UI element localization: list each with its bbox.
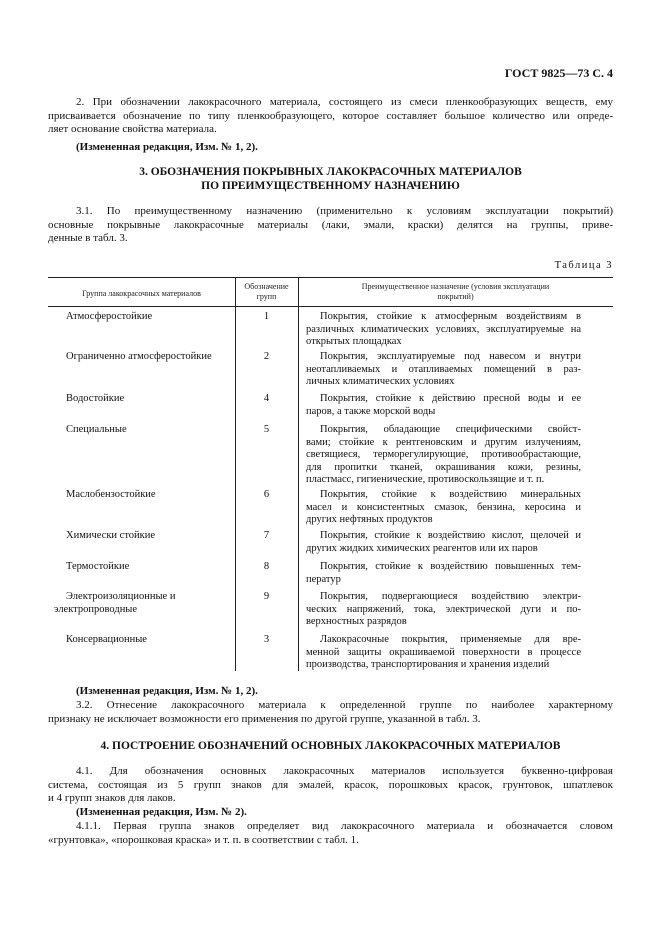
row-purpose-line: неотапливаемых и отапливаемых помещений в раз- bbox=[306, 363, 581, 375]
row-code: 9 bbox=[263, 591, 270, 602]
paragraph-2 bbox=[48, 96, 613, 137]
amendment-note: (Измененная редакция, Изм. № 1, 2). bbox=[76, 685, 258, 697]
row-purpose-line: верхностных разрядов bbox=[306, 616, 407, 627]
row-purpose-line: менной защиты окрашиваемой поверхности в процессе bbox=[306, 646, 581, 658]
row-group-line: Электроизоляционные и bbox=[66, 591, 176, 602]
paragraph-4-1-1 bbox=[48, 820, 613, 847]
paragraph-3-1-line: денные в табл. 3. bbox=[48, 232, 128, 244]
row-purpose-line: пластмасс, гигиенические, противоскользящие и т. п. bbox=[306, 474, 545, 485]
row-code: 3 bbox=[263, 634, 270, 645]
page-reference: ГОСТ 9825—73 С. 4 bbox=[504, 66, 613, 80]
section-3-title-line: ПО ПРЕИМУЩЕСТВЕННОМУ НАЗНАЧЕНИЮ bbox=[201, 180, 460, 192]
row-purpose-line: Покрытия, подвергающиеся воздействию электри- bbox=[320, 591, 581, 602]
row-group-line: электропроводные bbox=[54, 603, 138, 615]
paragraph-3-1-line: основные покрывные лакокрасочные материалы (лаки, эмали, краски) делятся на группы, приве- bbox=[48, 218, 613, 231]
paragraph-3-1-line: 3.1. По преимущественному назначению (применительно к условиям эксплуатации покрытий) bbox=[76, 205, 613, 217]
row-purpose-line: Покрытия, эксплуатируемые под навесом и внутри bbox=[320, 351, 581, 362]
row-group-line: Консервационные bbox=[66, 634, 147, 645]
table-column-divider bbox=[298, 277, 299, 671]
row-group bbox=[54, 591, 231, 616]
row-group-line: Специальные bbox=[66, 424, 127, 435]
row-purpose-line: масел и консистентных смазок, бензина, керосина и bbox=[306, 501, 581, 513]
table-caption: Таблица 3 bbox=[554, 260, 613, 271]
paragraph-4-1 bbox=[48, 765, 613, 806]
row-purpose-line: ператур bbox=[306, 573, 341, 585]
row-purpose-line: Покрытия, обладающие специфическими свойст- bbox=[320, 424, 581, 435]
row-purpose bbox=[306, 634, 581, 672]
row-code: 4 bbox=[263, 393, 270, 404]
row-purpose-line: других нефтяных продуктов bbox=[306, 514, 433, 525]
row-code: 2 bbox=[263, 351, 270, 362]
paragraph-3-2 bbox=[48, 699, 613, 726]
row-purpose-line: Покрытия, стойкие к атмосферным воздействиям в bbox=[320, 311, 581, 322]
paragraph-3-2-line: 3.2. Отнесение лакокрасочного материала к определенной группе по наиболее характерному bbox=[76, 699, 613, 711]
row-code: 1 bbox=[263, 311, 270, 322]
row-group-line: Водостойкие bbox=[66, 393, 125, 404]
amendment-note: (Измененная редакция, Изм. № 2). bbox=[76, 806, 247, 818]
table-column-divider bbox=[235, 277, 236, 671]
row-purpose-line: личных климатических условиях bbox=[306, 376, 455, 387]
row-purpose-line: Лакокрасочные покрытия, применяемые для вре- bbox=[320, 634, 581, 645]
row-group bbox=[66, 561, 231, 574]
row-code: 6 bbox=[263, 489, 270, 500]
row-purpose-line: светящиеся, терморегулирующие, противообрастающие, bbox=[306, 449, 581, 460]
table-header-code-line: групп bbox=[256, 292, 277, 301]
table-header-code bbox=[235, 282, 298, 302]
row-purpose-line: других жидких химических реагентов или их паров bbox=[306, 542, 538, 554]
row-purpose bbox=[306, 351, 581, 389]
paragraph-3-1 bbox=[48, 205, 613, 246]
row-purpose bbox=[306, 561, 581, 586]
section-4-title: 4. ПОСТРОЕНИЕ ОБОЗНАЧЕНИЙ ОСНОВНЫХ ЛАКОКРАСОЧНЫХ МАТЕРИАЛОВ bbox=[100, 740, 561, 752]
paragraph-3-2-line: признаку не исключает возможности его применения по другой группе, указанной в табл. 3. bbox=[48, 712, 481, 725]
row-group bbox=[66, 424, 231, 437]
table-top-rule bbox=[48, 277, 613, 278]
row-purpose-line: различных климатических условиях, эксплуатируемые на bbox=[306, 323, 581, 335]
row-group-line: Химически стойкие bbox=[66, 530, 156, 541]
row-group-line: Ограниченно атмосферостойкие bbox=[66, 351, 212, 362]
paragraph-2-line: присваивается обозначение по типу пленкообразующего, которое составляет большое количество или опреде- bbox=[48, 109, 613, 122]
paragraph-4-1-1-line: «грунтовка», «порошковая краска» и т. п. в соответствии с табл. 1. bbox=[48, 833, 359, 846]
row-purpose bbox=[306, 530, 581, 555]
row-purpose-line: производства, транспортирования и хранения изделий bbox=[306, 659, 550, 670]
row-group bbox=[66, 393, 231, 406]
row-group-line: Маслобензостойкие bbox=[66, 489, 156, 500]
row-purpose bbox=[306, 311, 581, 349]
row-group bbox=[66, 351, 231, 364]
paragraph-4-1-line: 4.1. Для обозначения основных лакокрасочных материалов используется буквенно-цифровая bbox=[76, 765, 613, 777]
section-3-title-line: 3. ОБОЗНАЧЕНИЯ ПОКРЫВНЫХ ЛАКОКРАСОЧНЫХ МАТЕРИАЛОВ bbox=[139, 166, 522, 178]
row-purpose bbox=[306, 424, 581, 487]
row-purpose bbox=[306, 591, 581, 629]
paragraph-4-1-line: и 4 групп знаков для лаков. bbox=[48, 792, 176, 804]
row-group-line: Термостойкие bbox=[66, 561, 130, 572]
row-purpose-line: Покрытия, стойкие к действию пресной воды и ее bbox=[320, 393, 581, 404]
row-purpose bbox=[306, 489, 581, 527]
row-code: 5 bbox=[263, 424, 270, 435]
paragraph-2-line: 2. При обозначении лакокрасочного материала, состоящего из смеси пленкообразующих веществ, ему bbox=[76, 96, 613, 108]
amendment-note: (Измененная редакция, Изм. № 1, 2). bbox=[76, 141, 258, 153]
row-purpose-line: Покрытия, стойкие к воздействию минеральных bbox=[320, 489, 581, 500]
row-purpose-line: Покрытия, стойкие к воздействию повышенных тем- bbox=[320, 561, 581, 572]
row-group bbox=[66, 311, 231, 324]
table-header-rule bbox=[48, 306, 613, 307]
row-group-line: Атмосферостойкие bbox=[66, 311, 153, 322]
row-code: 7 bbox=[263, 530, 270, 541]
row-purpose-line: ческих напряжений, тока, электрической дуги и по- bbox=[306, 603, 581, 615]
section-3-title bbox=[48, 165, 613, 193]
table-header-purpose bbox=[298, 282, 613, 302]
paragraph-4-1-1-line: 4.1.1. Первая группа знаков определяет вид лакокрасочного материала и обозначается словом bbox=[76, 820, 613, 832]
row-purpose-line: вами; стойкие к рентгеновским и другим излучениям, bbox=[306, 436, 581, 448]
paragraph-2-line: ляет основание свойства материала. bbox=[48, 123, 217, 135]
table-header-purpose-line: Преимущественное назначение (условия эксплуатации bbox=[361, 282, 550, 291]
table-header-group: Группа лакокрасочных материалов bbox=[82, 289, 201, 298]
paragraph-4-1-line: система, состоящая из 5 групп знаков для эмалей, красок, порошковых красок, грунтовок, шпатлевок bbox=[48, 778, 613, 791]
row-purpose-line: открытых площадках bbox=[306, 336, 402, 347]
table-header-purpose-line: покрытий) bbox=[437, 292, 474, 301]
row-code: 8 bbox=[263, 561, 270, 572]
table-header-code-line: Обозначение bbox=[244, 282, 289, 291]
row-group bbox=[66, 530, 231, 543]
row-purpose-line: Покрытия, стойкие к воздействию кислот, щелочей и bbox=[320, 530, 581, 541]
row-purpose-line: паров, а также морской воды bbox=[306, 405, 436, 417]
row-purpose bbox=[306, 393, 581, 418]
row-group bbox=[66, 489, 231, 502]
row-group bbox=[66, 634, 231, 647]
row-purpose-line: для пропитки тканей, окрашивания кожи, резины, bbox=[306, 461, 581, 473]
